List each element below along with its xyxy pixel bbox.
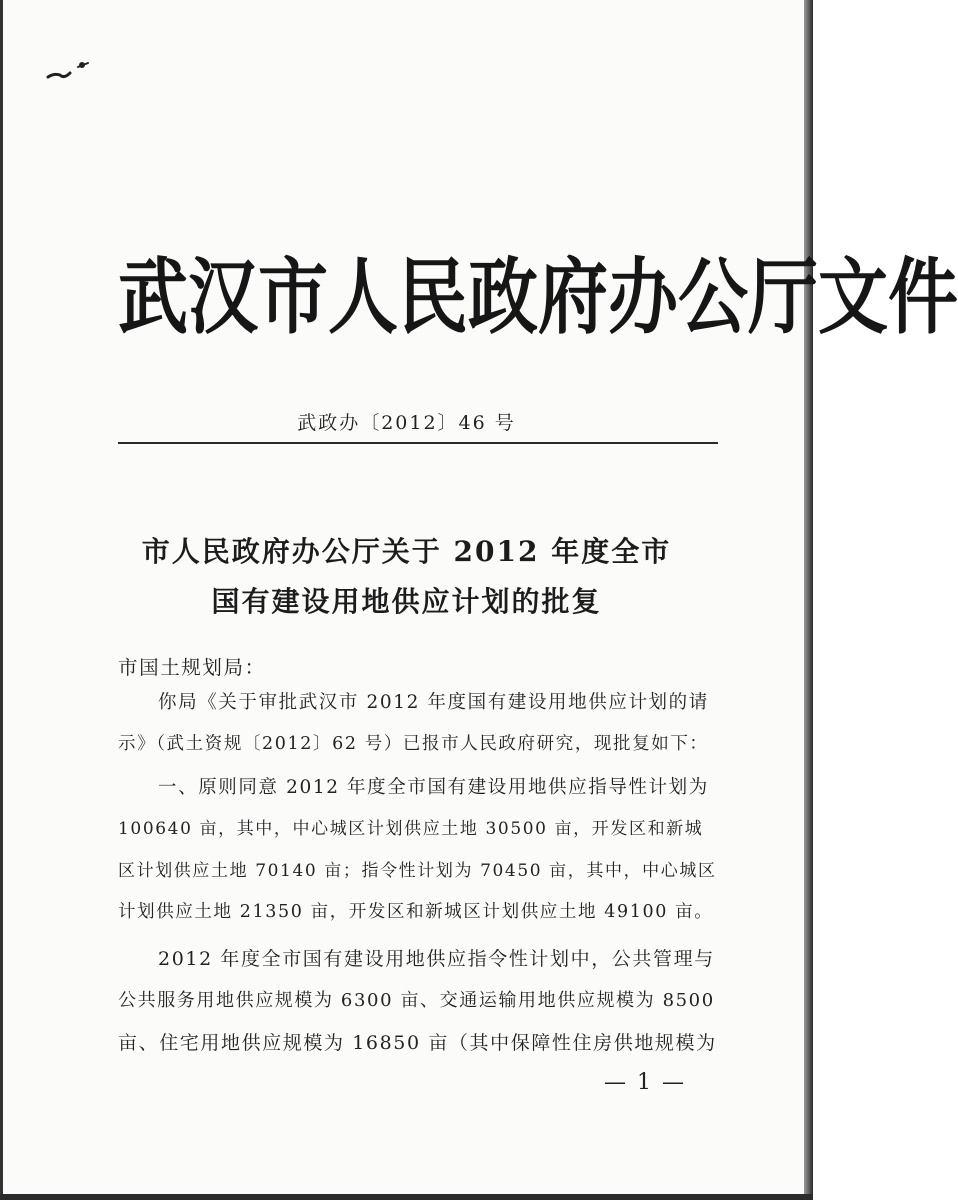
body-line: 你局《关于审批武汉市 2012 年度国有建设用地供应计划的请: [158, 692, 709, 713]
body-line: 区计划供应土地 70140 亩；指令性计划为 70450 亩，其中，中心城区: [118, 861, 717, 881]
subject-title-line-2: 国有建设用地供应计划的批复: [211, 585, 602, 618]
body-line: 示》（武土资规〔2012〕62 号）已报市人民政府研究，现批复如下：: [118, 734, 709, 754]
document-number: 武政办〔2012〕46 号: [297, 412, 516, 434]
issuer-title-char: 武: [118, 246, 188, 345]
ink-speck-mark: [44, 55, 94, 85]
body-line: 2012 年度全市国有建设用地供应指令性计划中，公共管理与: [158, 948, 715, 970]
issuer-title-char: 市: [258, 246, 328, 345]
body-line: 计划供应土地 21350 亩，开发区和新城区计划供应土地 49100 亩。: [118, 902, 714, 922]
issuer-title-char: 公: [678, 246, 748, 345]
issuer-title-char: 汉: [188, 246, 258, 345]
body-line: 一、原则同意 2012 年度全市国有建设用地供应指导性计划为: [158, 777, 709, 798]
issuer-title-char: 文: [818, 246, 888, 345]
addressee: 市国土规划局：: [118, 656, 266, 679]
subject-title-line-1: 市人民政府办公厅关于 2012 年度全市: [141, 535, 672, 568]
issuer-title-char: 厅: [748, 246, 818, 345]
scan-edge-bottom: [0, 1194, 813, 1200]
issuer-title: [118, 231, 958, 349]
issuer-title-char: 民: [398, 246, 468, 345]
body-line: 亩、住宅用地供应规模为 16850 亩（其中保障性住房供地规模为: [118, 1032, 717, 1054]
body-line: 公共服务用地供应规模为 6300 亩、交通运输用地供应规模为 8500: [118, 990, 715, 1011]
issuer-title-char: 人: [328, 246, 398, 345]
issuer-title-char: 府: [538, 246, 608, 345]
header-rule: [118, 442, 718, 444]
issuer-title-char: 政: [468, 246, 538, 345]
issuer-title-char: 办: [608, 246, 678, 345]
issuer-title-char: 件: [888, 246, 958, 345]
body-line: 100640 亩，其中，中心城区计划供应土地 30500 亩，开发区和新城: [118, 819, 704, 839]
page-number: — 1 —: [604, 1070, 686, 1095]
